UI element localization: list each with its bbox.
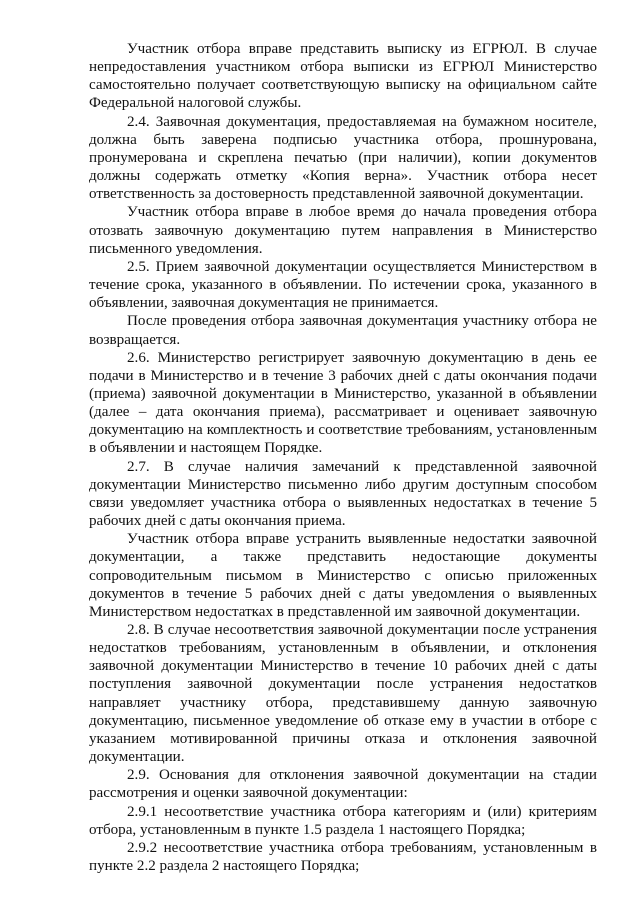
paragraph-2-9-2: 2.9.2 несоответствие участника отбора требованиям, установленным в пункте 2.2 раздела 2 настоящего Порядка; bbox=[89, 839, 597, 875]
paragraph-fix-defects: Участник отбора вправе устранить выявленные недостатки заявочной документации, а также представить недостающие документы сопроводительным письмом в Министерство с описью приложенных документов в течение 5 рабочих дней с даты уведомления о выявленных Министерством недостатках в представленной им заявочной документации. bbox=[89, 531, 597, 620]
paragraph-2-7: 2.7. В случае наличия замечаний к представленной заявочной документации Министерство письменно либо другим доступным способом связи уведомляет участника отбора о выявленных недостатках в течение 5 рабочих дней с даты окончания приема. bbox=[89, 458, 597, 530]
paragraph-2-5: 2.5. Прием заявочной документации осуществляется Министерством в течение срока, указанного в объявлении. По истечении срока, указанного в объявлении, заявочная документация не принимается. bbox=[89, 258, 597, 312]
paragraph-2-9: 2.9. Основания для отклонения заявочной документации на стадии рассмотрения и оценки заявочной документации: bbox=[89, 767, 597, 802]
paragraph-2-9-1: 2.9.1 несоответствие участника отбора категориям и (или) критериям отбора, установленным в пункте 1.5 раздела 1 настоящего Порядка; bbox=[89, 803, 597, 838]
paragraph-egrul-extract: Участник отбора вправе представить выписку из ЕГРЮЛ. В случае непредоставления участником отбора выписки из ЕГРЮЛ Министерство самостоятельно получает соответствующую выписку на официальном сайте Федеральной налоговой службы. bbox=[89, 41, 597, 112]
paragraph-not-returned: После проведения отбора заявочная документация участнику отбора не возвращается. bbox=[89, 313, 597, 348]
document-page bbox=[89, 40, 597, 875]
paragraph-2-8: 2.8. В случае несоответствия заявочной документации после устранения недостатков требованиям, установленным в объявлении, и отклонения заявочной документации Министерство в течение 10 рабочих дней с даты поступления заявочной документации после устранения недостатков направляет участнику отбора, представившему данную заявочную документацию, письменное уведомление об отказе ему в участии в отборе с указанием мотивированной причины отказа и отклонения заявочной документации. bbox=[89, 622, 597, 766]
paragraph-withdraw: Участник отбора вправе в любое время до начала проведения отбора отозвать заявочную документацию путем направления в Министерство письменного уведомления. bbox=[89, 204, 597, 257]
paragraph-2-6: 2.6. Министерство регистрирует заявочную документацию в день ее подачи в Министерство и в течение 3 рабочих дней с даты окончания подачи (приема) заявочной документации в Министерство, указанной в объявлении (далее – дата окончания приема), рассматривает и оценивает заявочную документацию на комплектность и соответствие требованиям, установленным в объявлении и настоящем Порядке. bbox=[89, 349, 597, 457]
paragraph-2-4: 2.4. Заявочная документация, предоставляемая на бумажном носителе, должна быть заверена подписью участника отбора, прошнурована, пронумерована и скреплена печатью (при наличии), копии документов должны содержать отметку «Копия верна». Участник отбора несет ответственность за достоверность представленной заявочной документации. bbox=[89, 113, 597, 203]
